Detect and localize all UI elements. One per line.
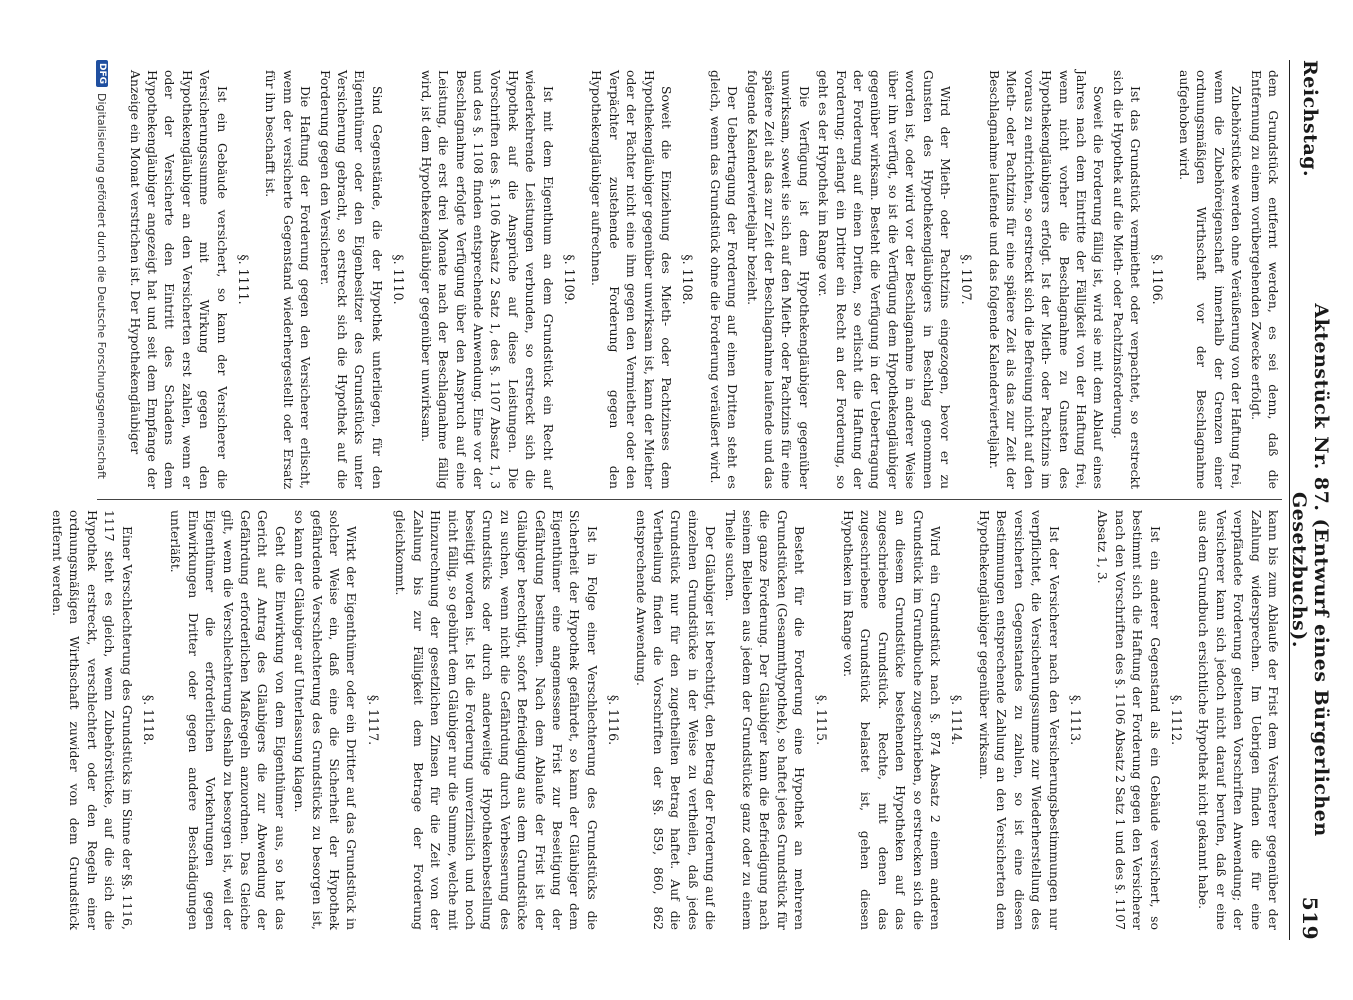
paragraph: Wirkt der Eigenthümer oder ein Dritter auf das Grundstück in solcher Weise ein, daß eine die Sicherheit der Hypothek gefährdende Verschlechterung des Grundstücks zu besorgen ist, so kann der Gläubiger auf Unterlassung klagen. xyxy=(292,510,360,930)
section-heading: §. 1112. xyxy=(1168,694,1184,746)
paragraph: Der Uebertragung der Forderung auf einen Dritten steht es gleich, wenn das Grundstück ohne die Forderung veräußert wird. xyxy=(707,70,741,489)
section-heading: §. 1115. xyxy=(813,694,829,746)
dfg-logo: DFG xyxy=(96,60,108,87)
right-column xyxy=(50,500,1282,940)
section-heading: §. 1114. xyxy=(949,694,965,746)
section-heading: §. 1113. xyxy=(1067,694,1083,746)
paragraph: Die Haftung der Forderung gegen den Versicherer erlischt, wenn der versicherte Gegenstand wiederhergestellt oder Ersatz für ihn beschafft ist. xyxy=(263,70,314,489)
section-heading: §. 1107. xyxy=(959,254,975,305)
section-heading: §. 1108. xyxy=(680,254,696,305)
section-heading: §. 1116. xyxy=(606,694,622,746)
paragraph: Wird der Mieth- oder Pachtzins eingezogen, bevor er zu Gunsten des Hypothekengläubigers in Beschlag genommen worden ist, oder wird vor der Beschlagnahme in anderer Weise über ihn verfügt, so ist die Verfügung dem Hypothekengläubiger gegenüber wirksam. Besteht die Verfügung in der Uebertragung der Forderung auf einen Dritten, so erlischt die Haftung der Forderung; erlangt ein Dritter ein Recht an der Forderung, so geht es der Hypothek im Range vor. xyxy=(816,70,954,489)
paragraph: Zubehörstücke werden ohne Veräußerung von der Haftung frei, wenn die Zubehöreigenschaft innerhalb der Grenzen einer ordnungsmäßigen Wirthschaft vor der Beschlagnahme aufgehoben wird. xyxy=(1176,70,1245,489)
section-heading: §. 1118. xyxy=(141,694,157,746)
header-title: Aktenstück Nr. 87. (Entwurf eines Bürgerlichen Gesetzbuchs). xyxy=(1288,303,1332,837)
paragraph: Ist ein anderer Gegenstand als ein Gebäude versichert, so bestimmt sich die Haftung der Forderung gegen den Versicherer nach den Vorschriften des §. 1106 Absatz 2 Satz 1 und des §. 1107 Absatz 1, 3. xyxy=(1095,510,1163,930)
section-heading: §. 1111. xyxy=(236,254,252,305)
paragraph: Ist ein Gebäude versichert, so kann der Versicherer die Versicherungssumme mit Wirkung gegen den Hypothekengläubiger an den Versicherten erst zahlen, wenn er oder der Versicherte den Eintritt des Schadens dem Hypothekengläubiger angezeigt hat und seit dem Empfange der Anzeige ein Monat verstrichen ist. Der Hypothekengläubiger xyxy=(127,70,230,489)
paragraph: Besteht für die Forderung eine Hypothek an mehreren Grundstücken (Gesammthypothek), so haftet jedes Grundstück für die ganze Forderung. Der Gläubiger kann die Befriedigung nach seinem Belieben aus jedem der Grundstücke ganz oder zu einem Theile suchen. xyxy=(722,510,808,930)
paragraph: Ist mit dem Eigenthum an dem Grundstück ein Recht auf wiederkehrende Leistungen verbunden, so erstreckt sich die Hypothek auf die Ansprüche auf diese Leistungen. Die Vorschriften des §. 1106 Absatz 2 Satz 1, des §. 1107 Absatz 1, 3 und des §. 1108 finden entsprechende Anwendung. Eine vor der Beschlagnahme erfolgte Verfügung über den Anspruch auf eine Leistung, die erst drei Monate nach der Beschlagnahme fällig wird, ist dem Hypothekengläubiger gegenüber unwirksam. xyxy=(418,70,556,489)
paragraph: Einer Verschlechterung des Grundstücks im Sinne der §§. 1116, 1117 steht es gleich, wenn Zubehörstücke, auf die sich die Hypothek erstreckt, verschlechtert oder den Regeln einer ordnungsmäßigen Wirthschaft zuwider von dem Grundstück entfernt werden. xyxy=(50,510,135,930)
left-column xyxy=(97,60,1282,500)
page-number: 519 xyxy=(1298,896,1322,940)
paragraph: Wird ein Grundstück nach §. 874 Absatz 2 einem anderen Grundstück im Grundbuche zugeschrieben, so erstrecken sich die an diesem Grundstücke bestehenden Hypotheken auf das zugeschriebene Grundstück. Rechte, mit denen das zugeschriebene Grundstück belastet ist, gehen diesen Hypotheken im Range vor. xyxy=(841,510,944,930)
paragraph: Sind Gegenstände, die der Hypothek unterliegen, für den Eigenthümer oder den Eigenbesitzer des Grundstücks unter Versicherung gebracht, so erstreckt sich die Hypothek auf die Forderung gegen den Versicherer. xyxy=(317,70,385,489)
section-heading: §. 1110. xyxy=(391,254,407,305)
paragraph: Ist der Versicherer nach den Versicherungsbestimmungen nur verpflichtet, die Versicherungssumme zur Wiederherstellung des versicherten Gegenstandes zu zahlen, so ist eine diesen Bestimmungen entsprechende Zahlung an den Versicherten dem Hypothekengläubiger gegenüber wirksam. xyxy=(976,510,1062,930)
section-heading: §. 1109. xyxy=(561,254,577,305)
running-header xyxy=(1289,60,1330,940)
text-columns xyxy=(50,60,1282,940)
paragraph: Soweit die Einziehung des Mieth- oder Pachtzinses dem Hypothekengläubiger gegenüber unwirksam ist, kann der Miether oder der Pächter nicht eine ihm gegen den Vermiether oder den Verpächter zustehende Forderung gegen den Hypothekengläubiger aufrechnen. xyxy=(589,70,674,489)
digitization-footer xyxy=(92,60,112,940)
paragraph: Ist das Grundstück vermiethet oder verpachtet, so erstreckt sich die Hypothek auf die Mieth- oder Pachtzinsforderung. xyxy=(1110,70,1144,489)
paragraph: Ist in Folge einer Verschlechterung des Grundstücks die Sicherheit der Hypothek gefährdet, so kann der Gläubiger dem Eigenthümer eine angemessene Frist zur Beseitigung der Gefährdung bestimmen. Nach dem Ablaufe der Frist ist der Gläubiger berechtigt, sofort Befriedigung aus dem Grundstücke zu suchen, wenn nicht die Gefährdung durch Verbesserung des Grundstücks oder durch anderweitige Hypothekenbestellung beseitigt worden ist. Ist die Forderung unverzinslich und noch nicht fällig, so gebührt dem Gläubiger nur die Summe, welche mit Hinzurechnung der gesetzlichen Zinsen für die Zeit von der Zahlung bis zur Fälligkeit dem Betrage der Forderung gleichkommt. xyxy=(393,510,600,930)
paragraph: kann bis zum Ablaufe der Frist dem Versicherer gegenüber der Zahlung widersprechen. Im Uebrigen finden die für eine verpfändete Forderung geltenden Vorschriften Anwendung; der Versicherer kann sich jedoch nicht darauf berufen, daß er eine aus dem Grundbuch ersichtliche Hypothek nicht gekannt habe. xyxy=(1196,510,1281,930)
paragraph: Die Verfügung ist dem Hypothekengläubiger gegenüber unwirksam, soweit sie sich auf den Mieth- oder Pachtzins für eine spätere Zeit als das zur Zeit der Beschlagnahme laufende und das folgende Kalendervierteljahr bezieht. xyxy=(744,70,812,489)
paragraph: dem Grundstück entfernt werden, es sei denn, daß die Entfernung zu einem vorübergehenden Zwecke erfolgt. xyxy=(1248,70,1281,489)
paragraph: Der Gläubiger ist berechtigt, den Betrag der Forderung auf die einzelnen Grundstücke in der Weise zu vertheilen, daß jedes Grundstück nur für den zugetheilten Betrag haftet. Auf die Vertheilung finden die Vorschriften der §§. 859, 860, 862 entsprechende Anwendung. xyxy=(633,510,719,930)
section-heading: §. 1117. xyxy=(365,694,381,746)
section-heading: §. 1106. xyxy=(1149,254,1165,305)
footer-text: Digitalisierung gefördert durch die Deutsche Forschungsgemeinschaft xyxy=(95,93,109,479)
document-sheet xyxy=(50,60,1332,940)
paragraph: Soweit die Forderung fällig ist, wird sie mit dem Ablauf eines Jahres nach dem Eintritte der Fälligkeit von der Haftung frei, wenn nicht vorher die Beschlagnahme zu Gunsten des Hypothekengläubigers erfolgt. Ist der Mieth- oder Pachtzins im voraus zu entrichten, so erstreckt sich die Befreiung nicht auf den Mieth- oder Pachtzins für eine spätere Zeit als das zur Zeit der Beschlagnahme laufende und das folgende Kalendervierteljahr. xyxy=(986,70,1107,489)
paragraph: Geht die Einwirkung von dem Eigenthümer aus, so hat das Gericht auf Antrag des Gläubigers die zur Abwendung der Gefährdung erforderlichen Maßregeln anzuordnen. Das Gleiche gilt, wenn die Verschlechterung deshalb zu besorgen ist, weil der Eigenthümer die erforderlichen Vorkehrungen gegen Einwirkungen Dritter oder gegen andere Beschädigungen unterläßt. xyxy=(168,510,288,930)
header-left: Reichstag. xyxy=(1299,60,1321,178)
